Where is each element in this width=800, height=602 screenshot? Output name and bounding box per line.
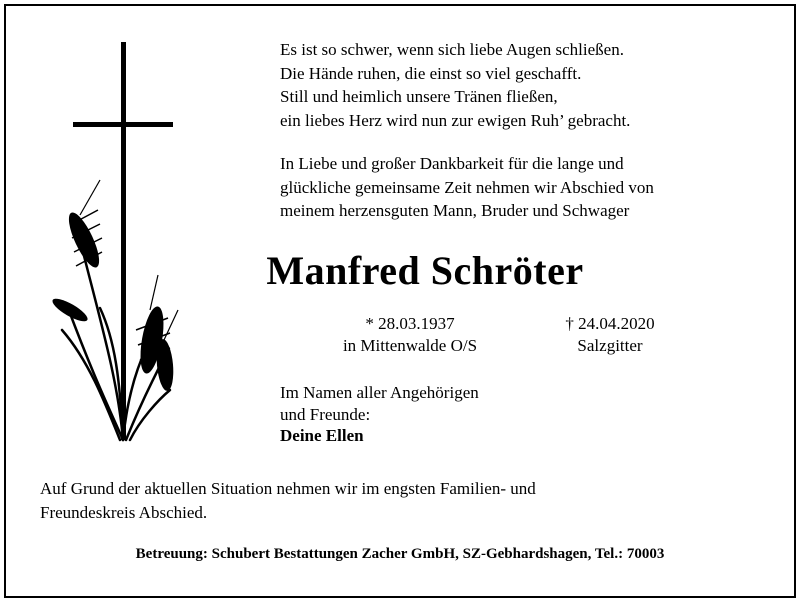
death-place: Salzgitter: [577, 336, 643, 355]
birth-place: in Mittenwalde O/S: [342, 336, 478, 355]
notice-line: Freundeskreis Abschied.: [40, 502, 208, 522]
birth-date: * 28.03.1937: [365, 314, 455, 333]
signer-name: Deine Ellen: [280, 426, 364, 445]
notice-text: [40, 477, 536, 524]
poem-line: Es ist so schwer, wenn sich liebe Augen schließen.: [280, 40, 624, 59]
intro-line: meinem herzensguten Mann, Bruder und Schwager: [280, 201, 630, 220]
poem-line: ein liebes Herz wird nun zur ewigen Ruh’ gebracht.: [280, 110, 631, 130]
poem-line: Still und heimlich unsere Tränen fließen,: [280, 87, 558, 106]
intro-line: In Liebe und großer Dankbarkeit für die lange und: [280, 154, 624, 173]
deceased-name: Manfred Schröter: [266, 248, 584, 293]
funeral-home-footer: Betreuung: Schubert Bestattungen Zacher GmbH, SZ-Gebhardshagen, Tel.: 70003: [135, 546, 665, 562]
intro-line: glückliche gemeinsame Zeit nehmen wir Abschied von: [280, 177, 654, 197]
cross-with-wheat-icon: [40, 40, 200, 450]
death-date: † 24.04.2020: [565, 314, 655, 333]
signature-block: [280, 382, 479, 447]
signature-line: Im Namen aller Angehörigen: [280, 383, 479, 402]
death-info: [530, 313, 690, 357]
signature-line: und Freunde:: [280, 404, 371, 424]
poem-line: Die Hände ruhen, die einst so viel geschafft.: [280, 63, 582, 83]
poem: [280, 38, 630, 132]
intro-text: [280, 152, 654, 223]
notice-line: Auf Grund der aktuellen Situation nehmen wir im engsten Familien- und: [40, 479, 536, 498]
birth-info: [330, 313, 490, 357]
